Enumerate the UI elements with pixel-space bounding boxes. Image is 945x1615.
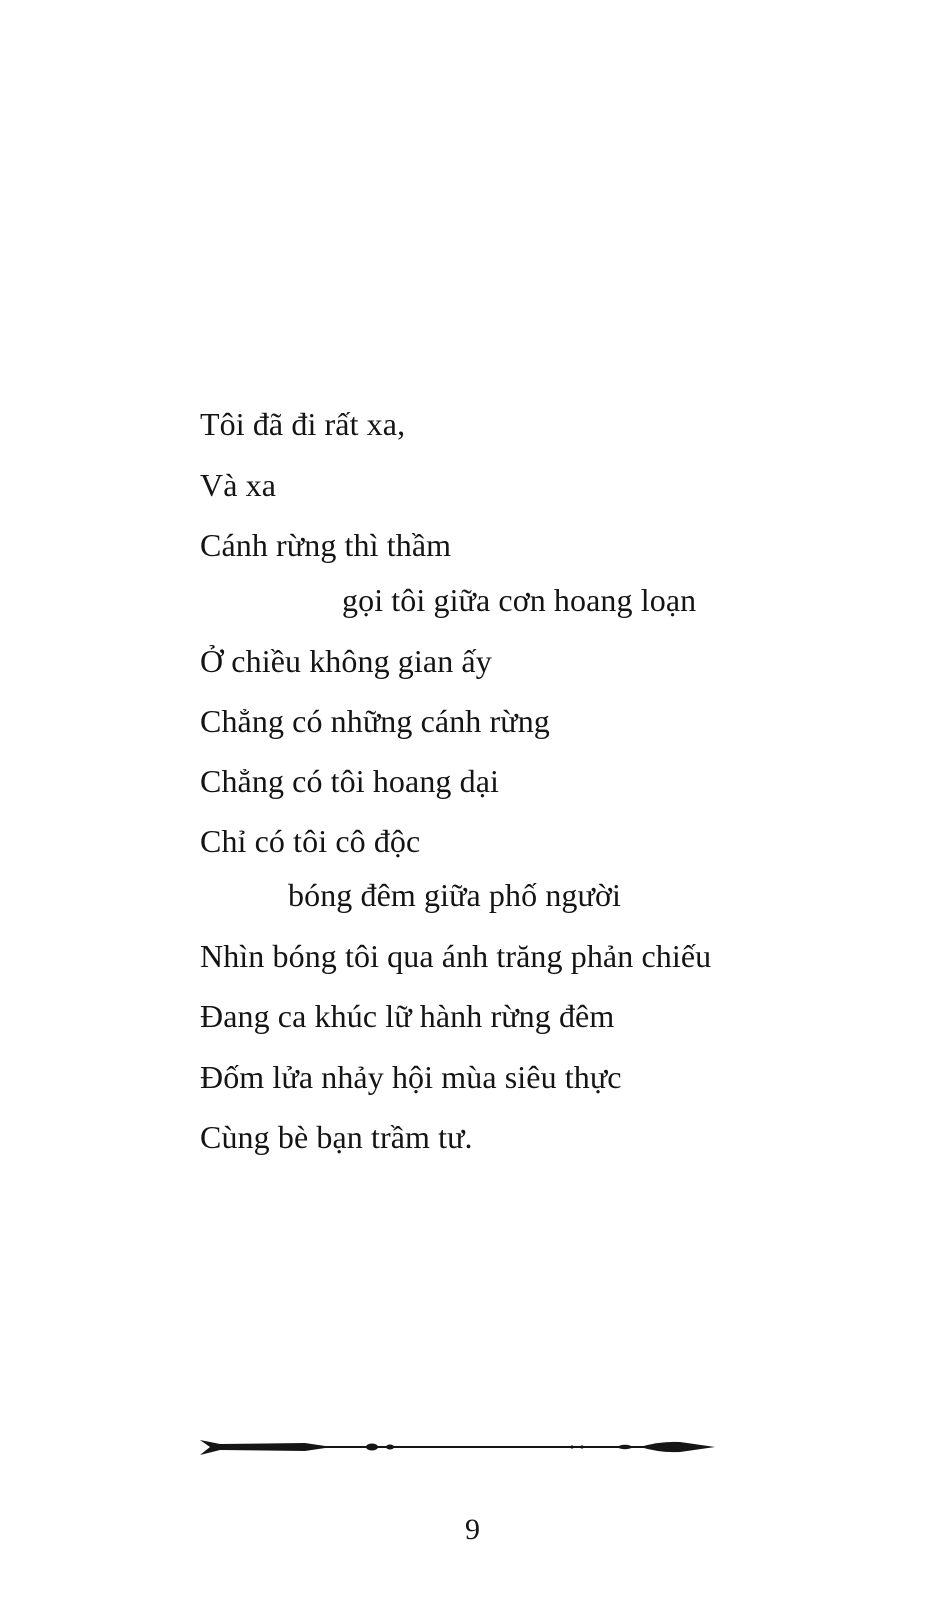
poem-line: Tôi đã đi rất xa, xyxy=(200,406,406,442)
poem-line: Chẳng có những cánh rừng xyxy=(200,703,550,739)
poem-line: Ở chiều không gian ấy xyxy=(200,643,492,679)
poem-line: Chỉ có tôi cô độc xyxy=(200,823,421,859)
page-number: 9 xyxy=(465,1513,480,1546)
poem-line: Cùng bè bạn trầm tư. xyxy=(200,1119,473,1155)
arrow-divider-ornament xyxy=(200,1432,720,1462)
poem-line: Chẳng có tôi hoang dại xyxy=(200,763,500,799)
poem-line: Đốm lửa nhảy hội mùa siêu thực xyxy=(200,1059,622,1095)
poem-line-indented: bóng đêm giữa phố người xyxy=(288,877,621,913)
poem-line: Và xa xyxy=(200,467,277,503)
poem-line: Cánh rừng thì thầm xyxy=(200,527,452,563)
poem-line-indented: gọi tôi giữa cơn hoang loạn xyxy=(342,582,697,618)
poem-line: Đang ca khúc lữ hành rừng đêm xyxy=(200,998,615,1034)
poem-line: Nhìn bóng tôi qua ánh trăng phản chiếu xyxy=(200,938,712,974)
